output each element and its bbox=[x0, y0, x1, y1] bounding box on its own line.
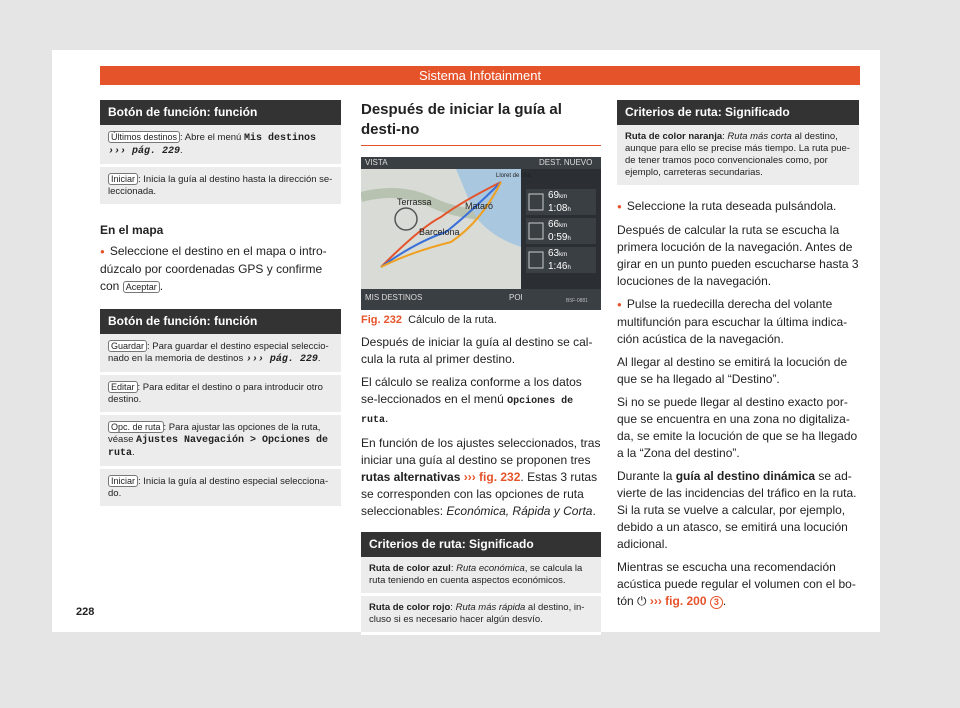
route-option[interactable]: 69km 1:08h bbox=[548, 190, 571, 214]
bullet-item: ● Pulse la ruedecilla derecha del volante multifunción para escuchar la última indica-ción acústica de la navegación. bbox=[617, 296, 859, 348]
paragraph: El cálculo se realiza conforme a los datos se-leccionados en el menú Opciones de ruta. bbox=[361, 375, 582, 426]
power-icon: ⏻ bbox=[637, 594, 647, 608]
figure-ref-link[interactable]: ››› fig. 232 bbox=[460, 470, 521, 484]
table-row: Editar : Para editar el destino o para introducir otro destino. bbox=[100, 375, 341, 415]
route-option[interactable]: 66km 0:59h bbox=[548, 219, 571, 243]
key-editar[interactable]: Editar bbox=[108, 381, 138, 393]
map-instruction: ● Seleccione el destino en el mapa o intro-dúzcalo por coordenadas GPS y confirme con Aceptar . bbox=[100, 243, 341, 295]
paragraph: Mientras se escucha una recomendación acústica puede regular el volumen con el bo-tón ⏻ ››› fig. 200 3 . bbox=[617, 560, 856, 608]
bullet-item: ● Seleccione la ruta deseada pulsándola. bbox=[617, 198, 859, 216]
key-guardar[interactable]: Guardar bbox=[108, 340, 147, 352]
section-title: Después de iniciar la guía al desti-no bbox=[361, 100, 601, 146]
page-ref-link[interactable]: ››› pág. 229 bbox=[108, 146, 181, 157]
city-label: Terrassa bbox=[397, 197, 432, 207]
city-label: Barcelona bbox=[419, 227, 460, 237]
key-aceptar[interactable]: Aceptar bbox=[123, 281, 160, 293]
key-ultimos-destinos[interactable]: Últimos destinos bbox=[108, 131, 180, 143]
map-heading: En el mapa bbox=[100, 223, 164, 237]
key-opc-ruta[interactable]: Opc. de ruta bbox=[108, 421, 164, 433]
page-ref-link[interactable]: ››› pág. 229 bbox=[245, 354, 318, 365]
city-label: Lloret de Mar bbox=[496, 173, 532, 179]
callout-number: 3 bbox=[710, 596, 723, 609]
table-row: Opc. de ruta : Para ajustar las opciones de la ruta, véase Ajustes Navegación > Opciones de ruta. bbox=[100, 415, 341, 469]
btn-vista[interactable]: VISTA bbox=[365, 158, 388, 167]
column-right bbox=[617, 100, 859, 616]
paragraph: Al llegar al destino se emitirá la locución de que se ha llegado al “Destino”. bbox=[617, 355, 848, 386]
page-number: 228 bbox=[76, 606, 95, 618]
figure-ref-link[interactable]: ››› fig. 200 bbox=[646, 594, 710, 608]
criteria-table-title: Criterios de ruta: Significado bbox=[361, 532, 601, 557]
chapter-header: Sistema Infotainment bbox=[100, 66, 860, 85]
btn-mis-destinos[interactable]: MIS DESTINOS bbox=[365, 293, 423, 302]
navigation-screen-figure bbox=[361, 157, 601, 310]
table-row: Guardar : Para guardar el destino especial seleccio-nado en la memoria de destinos ››› pág. 229. bbox=[100, 334, 341, 375]
key-iniciar[interactable]: Iniciar bbox=[108, 173, 138, 185]
paragraph: Durante la guía al destino dinámica se ad-vierte de las incidencias del tráfico en la ruta. Si la ruta se vuelve a calcular, por ejemplo, debido a un atasco, se emitirá una locución adicional. bbox=[617, 469, 857, 551]
paragraph: Si no se puede llegar al destino exacto por-que se encuentra en una zona no digitaliza-da, se emite la locución de que se ha llegado a la “Zona del destino”. bbox=[617, 395, 858, 460]
city-label: Mataró bbox=[465, 201, 494, 211]
column-left bbox=[100, 100, 341, 509]
table-row: Ruta de color naranja: Ruta más corta al destino, aunque para ello se precise más tiempo. La ruta pue-de tener tramos poco convencionales como, por ejemplo, carreteras secundarias. bbox=[617, 125, 859, 188]
table-row: Ruta de color azul: Ruta económica, se calcula la ruta teniendo en cuenta aspectos económicos. bbox=[361, 557, 601, 596]
paragraph: Después de iniciar la guía al destino se cal-cula la ruta al primer destino. bbox=[361, 335, 593, 366]
column-middle bbox=[361, 100, 601, 635]
paragraph: Después de calcular la ruta se escucha la primera locución de la navegación. Antes de girar en un punto pueden escucharse hasta 3 locuciones de la navegación. bbox=[617, 223, 859, 288]
figure-code: B5F-0881 bbox=[566, 298, 588, 304]
function-table-title: Botón de función: función bbox=[100, 100, 341, 125]
criteria-table-title: Criterios de ruta: Significado bbox=[617, 100, 859, 125]
table-row: Iniciar : Inicia la guía al destino especial selecciona-do. bbox=[100, 469, 341, 509]
table-row: Iniciar : Inicia la guía al destino hasta la dirección se-leccionada. bbox=[100, 167, 341, 207]
btn-poi[interactable]: POI bbox=[509, 293, 523, 302]
figure-caption: Fig. 232 Cálculo de la ruta. bbox=[361, 314, 497, 326]
table-row: Últimos destinos : Abre el menú Mis destinos ››› pág. 229. bbox=[100, 125, 341, 167]
table-row: Ruta de color rojo: Ruta más rápida al destino, in-cluso si es necesario hacer algún desvío. bbox=[361, 596, 601, 635]
route-option[interactable]: 63km 1:46h bbox=[548, 248, 571, 272]
paragraph: En función de los ajustes seleccionados, tras iniciar una guía al destino se proponen tres rutas alternativas ››› fig. 232. Estas 3 rutas se corresponden con las opciones de ruta seleccionables: Económica, Rápida y Corta. bbox=[361, 436, 601, 518]
key-iniciar[interactable]: Iniciar bbox=[108, 475, 138, 487]
function-table-title: Botón de función: función bbox=[100, 309, 341, 334]
btn-dest-nuevo[interactable]: DEST. NUEVO bbox=[539, 158, 593, 167]
